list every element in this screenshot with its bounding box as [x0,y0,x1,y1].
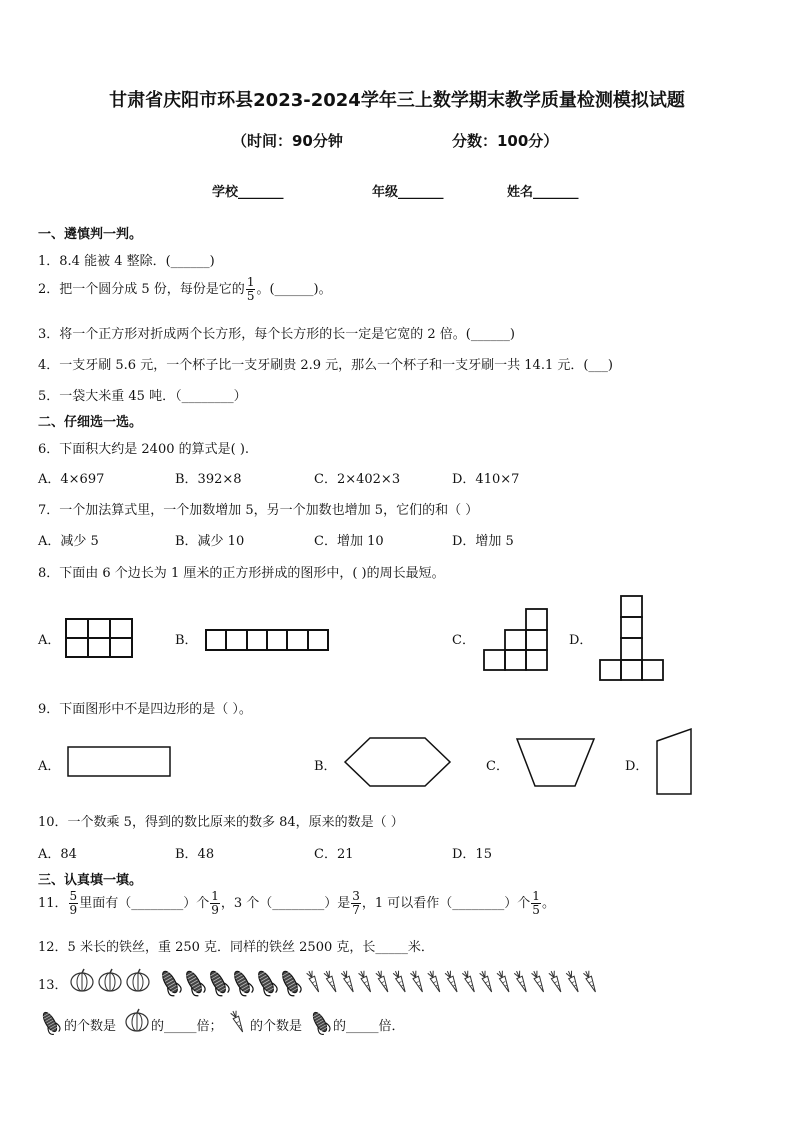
carrot-icon [324,970,339,993]
question-11-text: ，1 可以看作（________）个 [361,896,531,911]
question-2-blank: 。(______)。 [256,282,332,297]
shape-label-d: D． [625,759,649,774]
pumpkin-icon [126,1009,148,1031]
carrot-icon [393,970,408,993]
option-d: D．410×7 [452,472,520,487]
carrot-icon [497,970,512,993]
section-3-heading: 三、认真填一填。 [38,873,143,888]
corn-icon [206,968,230,997]
carrot-icon [548,970,563,993]
question-13-text-4: 的_____倍． [333,1019,405,1034]
option-a: A．减少 5 [38,534,99,549]
option-d: D．15 [452,847,492,862]
shape-label-b: B． [314,759,337,774]
corn-icon [309,1010,331,1036]
carrot-icon [445,970,460,993]
carrot-icon [358,970,373,993]
question-13-number: 13． [38,978,68,993]
figure-label-d: D． [569,633,593,648]
option-d: D．增加 5 [452,534,514,549]
question-11-text: 。 [541,896,555,911]
figure-label-c: C． [452,633,475,648]
figure-label-b: B． [175,633,198,648]
corn-icon [182,968,206,997]
question-1: 1．8.4 能被 4 整除．(______) [38,254,215,269]
question-13-text-3: 的个数是 [250,1019,303,1034]
fraction: $\frac{3}{7}$ [352,889,360,917]
question-10: 10．一个数乘 5，得到的数比原来的数多 84，原来的数是（ ） [38,815,404,830]
carrot-icon [479,970,494,993]
question-2-text: 2．把一个圆分成 5 份，每份是它的 [38,282,245,297]
corn-icon [254,968,278,997]
carrot-icon [514,970,529,993]
question-5: 5．一袋大米重 45 吨．（________） [38,389,247,404]
option-b: B．减少 10 [175,534,245,549]
question-3: 3．将一个正方形对折成两个长方形，每个长方形的长一定是它宽的 2 倍。(______) [38,327,515,342]
carrot-icon [462,970,477,993]
exam-score: 分数：100分） [452,132,559,150]
fraction: $\frac{1}{5}$ [246,275,255,303]
shape-label-a: A． [38,759,61,774]
option-a: A．4×697 [38,472,105,487]
question-4: 4．一支牙刷 5.6 元，一个杯子比一支牙刷贵 2.9 元，那么一个杯子和一支牙刷一共 14.1 元．(___) [38,358,614,373]
carrot-icon [375,970,390,993]
corn-icon [278,968,302,997]
option-c: C．增加 10 [314,534,384,549]
question-number: 11． [38,896,68,911]
question-13-text-2: 的_____倍； [151,1019,223,1034]
school-field[interactable]: 学校_______ [212,185,284,200]
corn-icon [39,1010,61,1036]
section-2-heading: 二、仔细选一选。 [38,415,143,430]
option-a: A．84 [38,847,77,862]
grade-field[interactable]: 年级_______ [372,185,444,200]
pumpkin-icon [127,969,149,991]
question-6: 6．下面积大约是 2400 的算式是( ). [38,442,250,457]
question-8: 8．下面由 6 个边长为 1 厘米的正方形拼成的图形中，( )的周长最短。 [38,566,445,581]
option-b: B．392×8 [175,472,242,487]
carrot-icon [410,970,425,993]
exam-time: （时间：90分钟 [232,132,343,150]
carrot-icon [427,970,442,993]
figure-label-a: A． [38,633,61,648]
carrot-icon [531,970,546,993]
name-field[interactable]: 姓名_______ [507,185,579,200]
shape-label-c: C． [486,759,509,774]
question-7: 7．一个加法算式里，一个加数增加 5，另一个加数也增加 5，它们的和（ ） [38,503,479,518]
carrot-icon [306,970,321,993]
question-11-text: 里面有（________）个 [79,896,210,911]
fraction: $\frac{1}{5}$ [532,889,540,917]
exam-title: 甘肃省庆阳市环县2023-2024学年三上数学期末教学质量检测模拟试题 [109,90,685,111]
option-c: C．21 [314,847,354,862]
option-b: B．48 [175,847,215,862]
corn-icon [230,968,254,997]
question-11-text: ，3 个（________）是 [220,896,351,911]
option-c: C．2×402×3 [314,472,401,487]
fraction: $\frac{1}{9}$ [211,889,219,917]
carrot-icon [583,970,598,993]
carrot-icon [341,970,356,993]
question-12: 12．5 米长的铁丝，重 250 克．同样的铁丝 2500 克，长_____米． [38,940,434,955]
carrot-icon [230,1010,245,1033]
carrot-icon [566,970,581,993]
corn-icon [158,968,182,997]
question-9: 9．下面图形中不是四边形的是（ ）。 [38,702,252,717]
section-1-heading: 一、遴慎判一判。 [38,227,143,242]
question-13-text-1: 的个数是 [64,1019,117,1034]
fraction: $\frac{5}{9}$ [69,889,78,917]
pumpkin-icon [99,969,121,991]
pumpkin-icon [71,969,93,991]
